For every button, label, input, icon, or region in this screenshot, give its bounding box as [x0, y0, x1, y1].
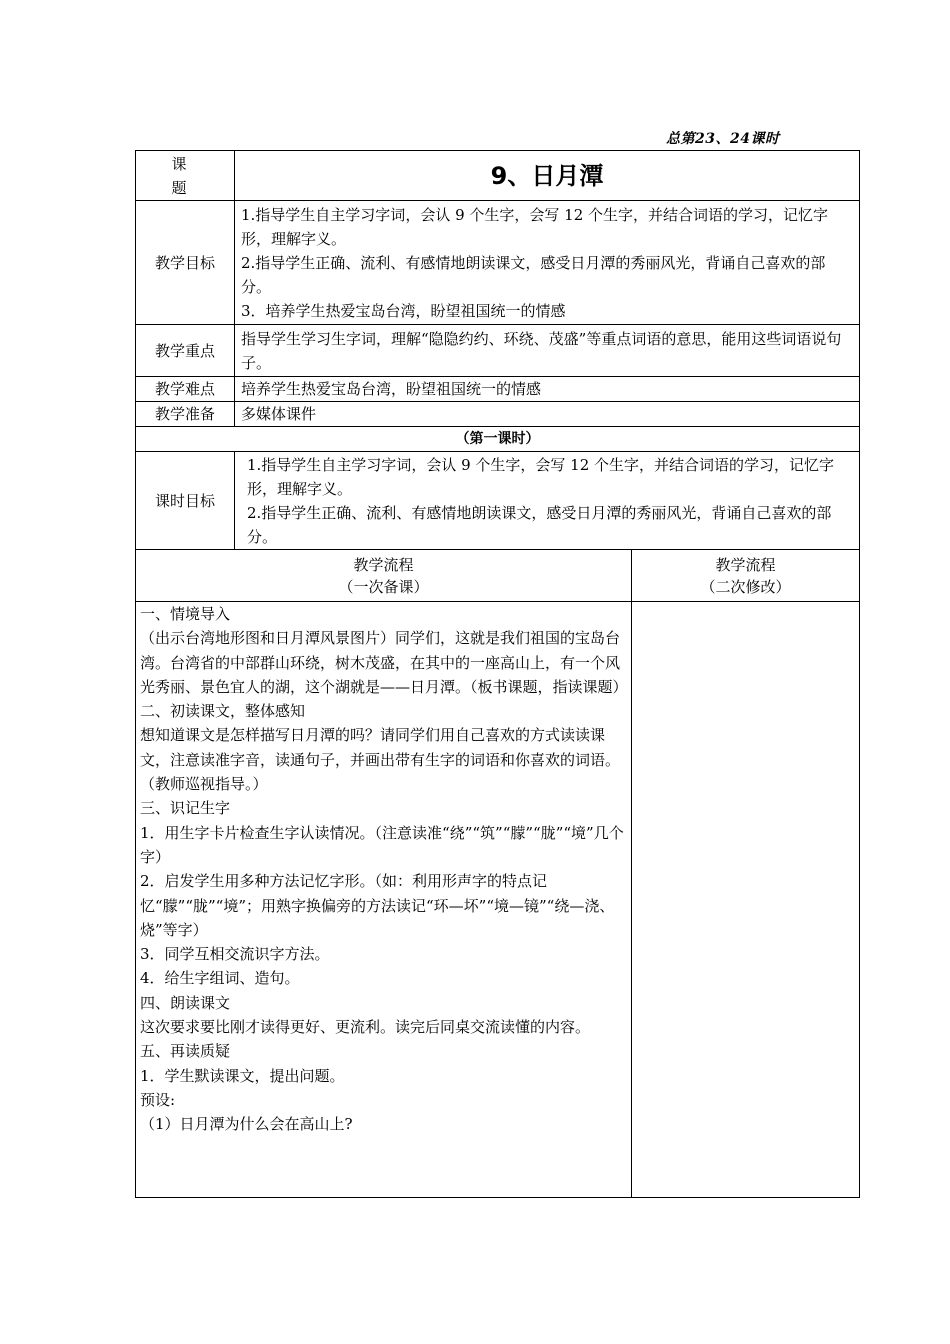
lesson-number: 总第23、24课时 — [666, 131, 780, 147]
preparation-row — [136, 402, 860, 427]
revision-cell — [632, 602, 860, 1198]
flow-line: （1）日月潭为什么会在高山上? — [140, 1115, 353, 1134]
difficulties-text: 培养学生热爱宝岛台湾，盼望祖国统一的情感 — [235, 377, 860, 402]
flow-line: 预设: — [140, 1090, 176, 1109]
goals-label: 教学目标 — [136, 201, 235, 325]
first-lesson-heading: （第一课时） — [136, 427, 860, 452]
flow-line: 4．给生字组词、造句。 — [140, 969, 300, 988]
flow-line: 四、朗读课文 — [140, 993, 231, 1012]
flow-content-row — [136, 602, 860, 1198]
flow-line: 三、识记生字 — [140, 799, 231, 818]
flow-line: 一、情境导入 — [140, 605, 231, 623]
flow-line: 2．启发学生用多种方法记忆字形。（如：利用形声字的特点记忆“朦”“胧”“境”；用熟字换偏旁的方法读记“环—坏”“境—镜”“绕—浇、烧”等字） — [140, 872, 615, 939]
key-points-row — [136, 325, 860, 377]
flow-line: 1．用生字卡片检查生字认读情况。（注意读准“绕”“筑”“朦”“胧”“境”几个字） — [140, 823, 624, 866]
flow-col1-title: 教学流程 — [353, 555, 414, 574]
flow-line: 想知道课文是怎样描写日月潭的吗？请同学们用自己喜欢的方式读读课文，注意读准字音，读通句子，并画出带有生字的词语和你喜欢的词语。（教师巡视指导。） — [140, 726, 621, 794]
flow-col1-header — [136, 550, 632, 602]
flow-line: 1．学生默读课文，提出问题。 — [140, 1066, 345, 1085]
flow-content — [136, 602, 632, 1198]
topic-label: 课 题 — [136, 151, 235, 201]
topic-row — [136, 151, 860, 201]
flow-col1-sub: （一次备课） — [338, 577, 429, 596]
flow-line: （出示台湾地形图和日月潭风景图片）同学们，这就是我们祖国的宝岛台湾。台湾省的中部群山环绕，树木茂盛，在其中的一座高山上，有一个风光秀丽、景色宜人的湖，这个湖就是——日月潭。（板书课题，指读课题） — [140, 629, 628, 696]
flow-line: 五、再读质疑 — [140, 1042, 231, 1061]
flow-line: 这次要求要比刚才读得更好、更流利。读完后同桌交流读懂的内容。 — [140, 1018, 591, 1037]
goal-item: 2.指导学生正确、流利、有感情地朗读课文，感受日月潭的秀丽风光，背诵自己喜欢的部分。 — [241, 253, 826, 296]
flow-header-row — [136, 550, 860, 602]
first-lesson-heading-row — [136, 427, 860, 452]
flow-col2-sub: （二次修改） — [700, 577, 791, 596]
key-points-label: 教学重点 — [136, 325, 235, 377]
flow-line: 二、初读课文，整体感知 — [140, 702, 306, 721]
lesson-goal-item: 1.指导学生自主学习字词，会认 9 个生字，会写 12 个生字，并结合词语的学习，记忆字形，理解字义。 — [247, 455, 835, 498]
lesson-goals-label: 课时目标 — [136, 452, 235, 550]
key-points-text: 指导学生学习生字词，理解“隐隐约约、环绕、茂盛”等重点词语的意思，能用这些词语说句子。 — [235, 325, 860, 377]
goals-content — [235, 201, 860, 325]
lesson-goal-item: 2.指导学生正确、流利、有感情地朗读课文，感受日月潭的秀丽风光，背诵自己喜欢的部分。 — [247, 503, 832, 546]
preparation-label: 教学准备 — [136, 402, 235, 427]
page-title: 9、日月潭 — [235, 151, 860, 201]
lesson-goals-content — [235, 452, 860, 550]
goal-item: 3．培养学生热爱宝岛台湾，盼望祖国统一的情感 — [241, 301, 566, 320]
flow-line: 3．同学互相交流识字方法。 — [140, 945, 330, 964]
lesson-goals-row — [136, 452, 860, 550]
lesson-plan-table — [135, 150, 860, 1198]
preparation-text: 多媒体课件 — [235, 402, 860, 427]
goals-row — [136, 201, 860, 325]
goal-item: 1.指导学生自主学习字词，会认 9 个生字，会写 12 个生字，并结合词语的学习，记忆字形，理解字义。 — [241, 205, 829, 248]
flow-col2-header — [632, 550, 860, 602]
flow-col2-title: 教学流程 — [715, 555, 776, 574]
difficulties-label: 教学难点 — [136, 377, 235, 402]
difficulties-row — [136, 377, 860, 402]
